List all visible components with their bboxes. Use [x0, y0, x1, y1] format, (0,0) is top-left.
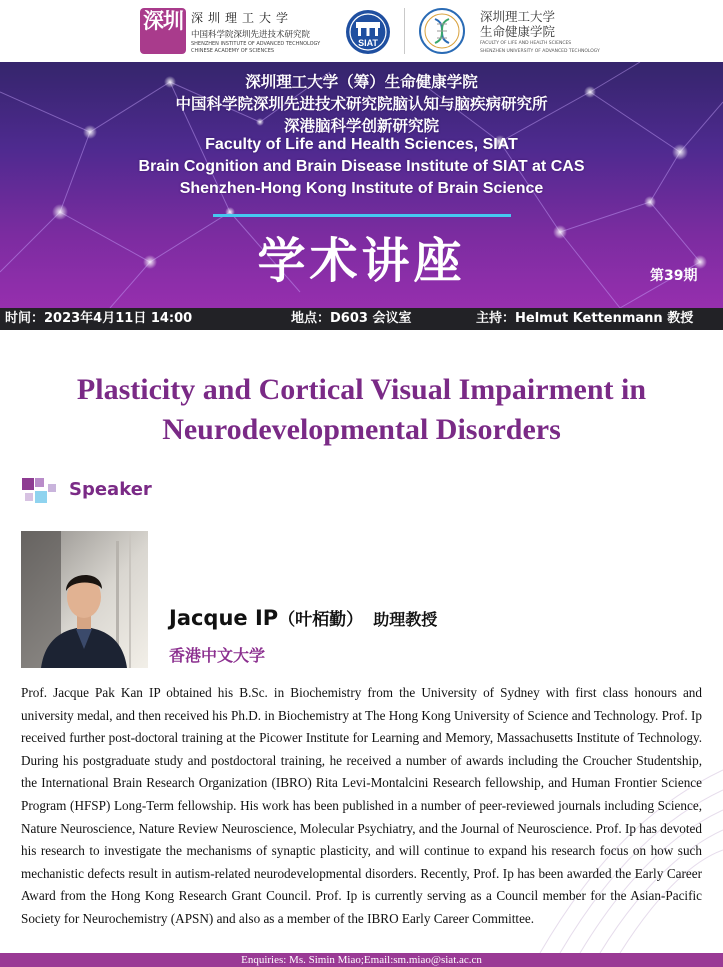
- event-info-bar: [0, 308, 723, 330]
- banner-accent-rule: [213, 214, 511, 217]
- siat-name-en-1: SHENZHEN INSTITUTE OF ADVANCED TECHNOLOGY: [191, 41, 321, 47]
- faculty-name-en-2: SHENZHEN UNIVERSITY OF ADVANCED TECHNOLOGY: [480, 48, 600, 54]
- speaker-name-line: [169, 605, 437, 630]
- faculty-logo-text: [480, 9, 600, 54]
- banner-line-cn-2: 中国科学院深圳先进技术研究院脑认知与脑疾病研究所: [175, 95, 548, 113]
- header-banner: [0, 62, 723, 308]
- suat-logo: [140, 8, 186, 54]
- issue-number: 第39期: [650, 268, 698, 284]
- talk-title-line-1: Plasticity and Cortical Visual Impairment in: [76, 373, 647, 406]
- talk-title: [20, 370, 703, 450]
- banner-line-en-2: Brain Cognition and Brain Disease Institute of SIAT at CAS: [138, 158, 585, 175]
- enquiries-footer: Enquiries: Ms. Simin Miao;Email:sm.miao@siat.ac.cn: [0, 953, 723, 967]
- speaker-section-label: Speaker: [69, 479, 152, 500]
- event-location: 地点：D603 会议室: [291, 311, 412, 326]
- cas-name-cn: 中国科学院深圳先进技术研究院: [191, 30, 311, 40]
- faculty-name-en-1: FACULTY OF LIFE AND HEALTH SCIENCES: [480, 41, 572, 46]
- suat-name-cn: 深圳理工大学: [191, 11, 294, 25]
- faculty-name-cn-2: 生命健康学院: [480, 24, 556, 39]
- faculty-name-cn-1: 深圳理工大学: [480, 9, 556, 24]
- suat-logo-text: [191, 9, 339, 54]
- banner-line-cn-3: 深港脑科学创新研究院: [283, 117, 439, 135]
- banner-line-cn-1: 深圳理工大学（筹）生命健康学院: [245, 73, 478, 91]
- speaker-section-icon: [22, 478, 62, 508]
- speaker-photo: [21, 531, 148, 668]
- event-host: 主持：Helmut Kettenmann 教授: [476, 311, 694, 326]
- banner-line-en-3: Shenzhen-Hong Kong Institute of Brain Science: [179, 180, 544, 197]
- speaker-affiliation: 香港中文大学: [169, 646, 266, 665]
- lecture-series-title: 学术讲座: [257, 233, 466, 289]
- suat-logo-glyphs: 深圳: [143, 8, 183, 33]
- speaker-name-cn: （叶栢勤）: [278, 610, 364, 630]
- talk-title-line-2: Neurodevelopmental Disorders: [162, 413, 561, 446]
- faculty-emblem-icon: [418, 7, 466, 55]
- siat-name-en-2: CHINESE ACADEMY OF SCIENCES: [191, 48, 275, 54]
- siat-emblem-text: SIAT: [358, 38, 378, 48]
- logo-bar: [0, 0, 723, 62]
- siat-emblem-icon: [342, 8, 394, 56]
- logo-divider: [404, 8, 405, 54]
- banner-line-en-1: Faculty of Life and Health Sciences, SIAT: [205, 136, 518, 153]
- speaker-bio: Prof. Jacque Pak Kan IP obtained his B.Sc. in Biochemistry from the University of Sydney with first class honours and university medal, and then received his Ph.D. in Biochemistry at The Hong Kong University of Science and Technology. Prof. Ip received further post-doctoral training at the Picower Institute for Learning and Memory, Massachusetts Institute of Technology. During his postgraduate study and postdoctoral training, he received a number of awards including the Croucher Studentship, the International Brain Research Organization (IBRO) Rita Levi-Montalcini Research fellowship, and Human Frontier Science Program (HFSP) Long-Term fellowship. His work has been published in a number of peer-reviewed journals including Science, Nature Neuroscience, Nature Review Neuroscience, Molecular Psychiatry, and the Journal of Neuroscience. Prof. Ip has devoted his research to investigate the mechanisms of synaptic plasticity, and will continue to expand his research focus on how such mechanistic defects result in autism-related neurodevelopmental disorders. Recently, Prof. Ip has been awarded the Early Career Award from the Hong Kong Research Grant Council. Prof. Ip is currently serving as a Council member for the Asian-Pacific Society for Neurochemistry (APSN) and also as a member of the IBRO Early Career Committee.: [21, 685, 702, 926]
- speaker-name: Jacque IP: [169, 606, 279, 630]
- speaker-title: 助理教授: [373, 610, 438, 629]
- event-time: 时间：2023年4月11日 14:00: [5, 311, 193, 326]
